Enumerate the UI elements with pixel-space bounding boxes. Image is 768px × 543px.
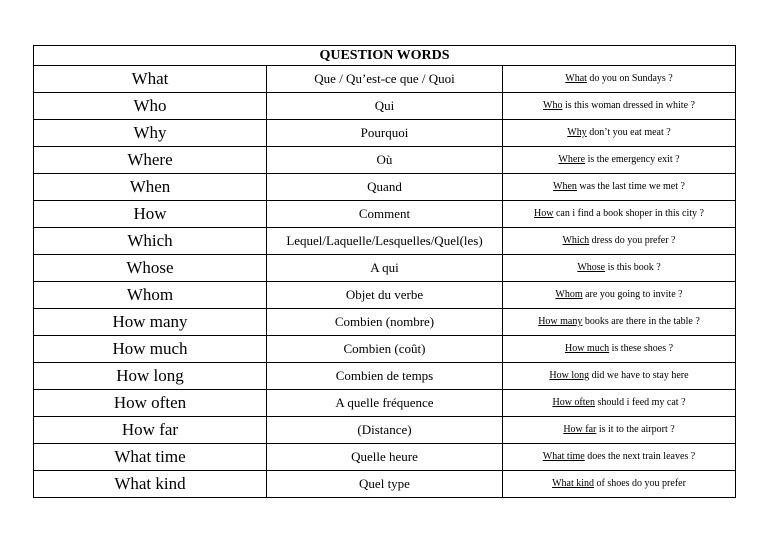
table-row	[34, 417, 736, 444]
example-rest: is this woman dressed in white ?	[562, 100, 695, 111]
example-question-word: Where	[558, 154, 586, 165]
question-word: Whom	[34, 282, 267, 309]
example-rest: of shoes do you prefer	[594, 478, 686, 489]
example-question-word: Who	[543, 100, 563, 111]
example-sentence	[503, 336, 736, 363]
question-word: What kind	[34, 471, 267, 498]
table-title: QUESTION WORDS	[34, 46, 736, 66]
example-sentence	[503, 390, 736, 417]
table-row	[34, 228, 736, 255]
example-question-word: Whom	[555, 289, 583, 300]
question-words-table	[33, 45, 736, 498]
question-word: How	[34, 201, 267, 228]
example-sentence	[503, 282, 736, 309]
french-translation: Quelle heure	[267, 444, 503, 471]
question-word: How much	[34, 336, 267, 363]
table-row	[34, 93, 736, 120]
example-question-word: When	[553, 181, 577, 192]
table-row	[34, 390, 736, 417]
table-body	[34, 66, 736, 498]
french-translation: Que / Qu’est-ce que / Quoi	[267, 66, 503, 93]
example-rest: is the emergency exit ?	[585, 154, 680, 165]
french-translation: Combien de temps	[267, 363, 503, 390]
example-sentence	[503, 363, 736, 390]
french-translation: Qui	[267, 93, 503, 120]
french-translation: Comment	[267, 201, 503, 228]
example-question-word: Whose	[577, 262, 606, 273]
example-rest: books are there in the table ?	[582, 316, 700, 327]
example-question-word: How much	[564, 343, 610, 354]
french-translation: (Distance)	[267, 417, 503, 444]
example-rest: do you on Sundays ?	[586, 73, 673, 84]
french-translation: Objet du verbe	[267, 282, 503, 309]
example-sentence	[503, 174, 736, 201]
table-row	[34, 444, 736, 471]
example-rest: does the next train leaves ?	[584, 451, 696, 462]
table-row	[34, 471, 736, 498]
example-rest: was the last time we met ?	[576, 181, 685, 192]
example-rest: can i find a book shoper in this city ?	[553, 208, 704, 219]
example-sentence	[503, 471, 736, 498]
french-translation: Pourquoi	[267, 120, 503, 147]
example-question-word: How often	[552, 397, 595, 408]
french-translation: Quel type	[267, 471, 503, 498]
example-sentence	[503, 120, 736, 147]
question-words-sheet	[33, 45, 735, 498]
question-word: What time	[34, 444, 267, 471]
french-translation: Lequel/Laquelle/Lesquelles/Quel(les)	[267, 228, 503, 255]
question-word: Where	[34, 147, 267, 174]
question-word: What	[34, 66, 267, 93]
french-translation: Quand	[267, 174, 503, 201]
question-word: How often	[34, 390, 267, 417]
example-question-word: How far	[563, 424, 597, 435]
table-row	[34, 66, 736, 93]
question-word: Whose	[34, 255, 267, 282]
french-translation: Combien (coût)	[267, 336, 503, 363]
question-word: Who	[34, 93, 267, 120]
example-question-word: How	[534, 208, 554, 219]
example-rest: is it to the airport ?	[596, 424, 675, 435]
example-sentence	[503, 228, 736, 255]
question-word: When	[34, 174, 267, 201]
example-question-word: What	[565, 73, 587, 84]
table-row	[34, 363, 736, 390]
example-question-word: What time	[542, 451, 585, 462]
table-row	[34, 201, 736, 228]
example-sentence	[503, 417, 736, 444]
example-sentence	[503, 444, 736, 471]
table-row	[34, 174, 736, 201]
question-word: Why	[34, 120, 267, 147]
table-row	[34, 309, 736, 336]
question-word: How long	[34, 363, 267, 390]
example-sentence	[503, 201, 736, 228]
example-question-word: Why	[567, 127, 587, 138]
example-question-word: How long	[549, 370, 590, 381]
example-sentence	[503, 309, 736, 336]
question-word: Which	[34, 228, 267, 255]
table-row	[34, 282, 736, 309]
example-sentence	[503, 147, 736, 174]
example-question-word: What kind	[552, 478, 594, 489]
example-rest: are you going to invite ?	[582, 289, 683, 300]
french-translation: Où	[267, 147, 503, 174]
table-row	[34, 336, 736, 363]
example-rest: don’t you eat meat ?	[586, 127, 671, 138]
table-row	[34, 120, 736, 147]
question-word: How far	[34, 417, 267, 444]
french-translation: Combien (nombre)	[267, 309, 503, 336]
question-word: How many	[34, 309, 267, 336]
example-question-word: Which	[562, 235, 590, 246]
example-rest: dress do you prefer ?	[589, 235, 676, 246]
example-rest: did we have to stay here	[589, 370, 689, 381]
example-rest: is these shoes ?	[609, 343, 674, 354]
example-sentence	[503, 66, 736, 93]
example-sentence	[503, 255, 736, 282]
table-title-row	[34, 46, 736, 66]
example-rest: should i feed my cat ?	[594, 397, 686, 408]
table-row	[34, 147, 736, 174]
example-sentence	[503, 93, 736, 120]
table-row	[34, 255, 736, 282]
french-translation: A quelle fréquence	[267, 390, 503, 417]
example-question-word: How many	[538, 316, 583, 327]
french-translation: A qui	[267, 255, 503, 282]
example-rest: is this book ?	[605, 262, 661, 273]
